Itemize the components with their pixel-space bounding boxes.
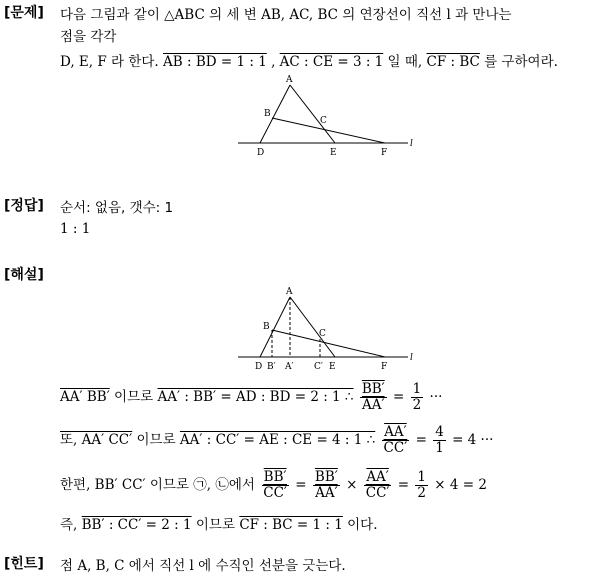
solution-line-3: 한편, BB′ CC′ 이므로 ㉠, ㉡에서 $\frac{BB'}{CC'}$ = $\frac{BB'}{AA'}$ × $\frac{AA'}{CC'}$ = $\frac{1}{2}$ × 4 = 2 (60, 469, 487, 501)
fig1-label-d: D (257, 148, 265, 158)
problem-label: [문제] (4, 5, 44, 21)
hint-text: 점 A, B, C 에서 직선 l 에 수직인 선분을 긋는다. (60, 558, 346, 574)
fraction: $\frac{1}{2}$ (412, 381, 422, 413)
problem-line-1: 다음 그림과 같이 △ABC 의 세 변 AB, AC, BC 의 연장선이 직선 l 과 만나는 (60, 7, 512, 23)
problem-line-2: 점을 각각 (60, 29, 117, 45)
solution-label: [해설] (4, 267, 44, 283)
fig2-label-c: C (319, 329, 326, 339)
problem-line-3: D, E, F 라 한다. AB : BD = 1 : 1 , AC : CE = 3 : 1 일 때, CF : BC 를 구하여라. (60, 54, 558, 70)
fig2-label-bprime: B′ (267, 362, 276, 372)
fig2-label-b: B (263, 322, 270, 332)
fig1-label-b: B (264, 109, 271, 119)
fig2-label-a: A (286, 287, 293, 297)
solution-line-4: 즉, BB′ : CC′ = 2 : 1 이므로 CF : BC = 1 : 1 이다. (60, 517, 378, 533)
fraction: $\frac{BB'}{AA'}$ (314, 469, 338, 501)
ratio-ac-ce: AC : CE = 3 : 1 (279, 54, 384, 70)
fig2-label-e: E (329, 362, 336, 372)
fraction: $\frac{BB'}{AA'}$ (361, 381, 385, 413)
ratio-ab-bd: AB : BD = 1 : 1 (163, 54, 267, 70)
fig2-label-f: F (381, 362, 388, 372)
solution-line-1: AA′ BB′ 이므로 AA′ : BB′ = AD : BD = 2 : 1 ∴ $\frac{BB'}{AA'}$ = $\frac{1}{2}$ ··· (60, 381, 443, 413)
fig1-label-a: A (286, 75, 293, 85)
answer-label: [정답] (4, 198, 44, 214)
fig1-label-c: C (320, 116, 327, 126)
problem-figure (230, 72, 420, 160)
fraction: $\frac{1}{2}$ (417, 469, 426, 501)
fig2-label-aprime: A′ (285, 362, 294, 372)
fig1-label-f: F (381, 148, 388, 158)
fig1-label-l: l (410, 139, 413, 149)
hint-label: [힌트] (4, 556, 44, 572)
solution-line-2: 또, AA′ CC′ 이므로 AA′ : CC′ = AE : CE = 4 : 1 ∴ $\frac{AA'}{CC'}$ = $\frac{4}{1}$ = 4 ··· (60, 424, 494, 456)
fig2-label-d: D (255, 362, 263, 372)
ratio-cf-bc: CF : BC (426, 54, 480, 70)
fig2-label-cprime: C′ (314, 362, 323, 372)
fig1-label-e: E (330, 148, 337, 158)
fraction: $\frac{4}{1}$ (435, 424, 444, 456)
fraction: $\frac{AA'}{CC'}$ (365, 469, 390, 501)
fraction: $\frac{BB'}{CC'}$ (263, 469, 287, 501)
solution-figure (230, 282, 420, 374)
fraction: $\frac{AA'}{CC'}$ (383, 424, 408, 456)
fig2-label-l: l (410, 353, 413, 363)
answer-info: 순서: 없음, 갯수: 1 (60, 200, 174, 216)
answer-value: 1 : 1 (60, 221, 91, 237)
